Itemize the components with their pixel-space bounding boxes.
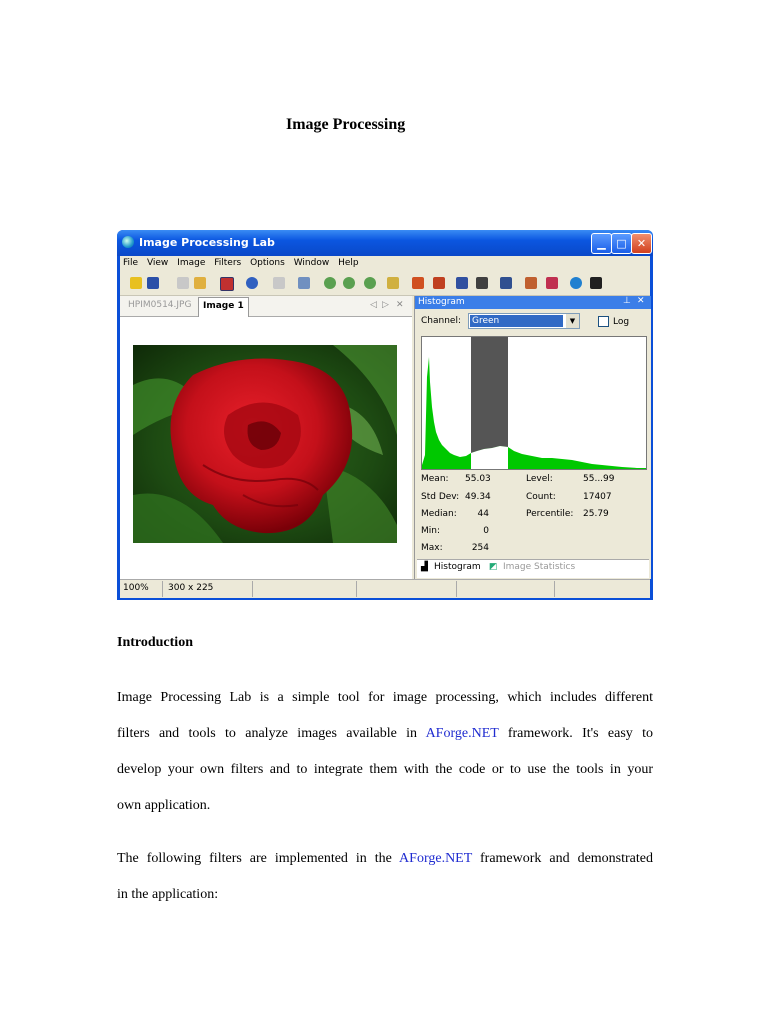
menu-help[interactable]: Help: [338, 258, 359, 268]
save-icon[interactable]: [147, 277, 159, 289]
client-area: [120, 296, 650, 579]
panel-header: [415, 296, 651, 309]
toolbar: [120, 273, 650, 296]
log-label: Log: [613, 317, 630, 327]
stat-label: Median:: [421, 509, 457, 519]
close-tab-icon[interactable]: ✕: [396, 300, 404, 310]
introduction-heading: Introduction: [117, 635, 193, 650]
stat-label: Min:: [421, 526, 441, 536]
stat-value: 49.34: [465, 492, 491, 502]
stat-value: 25.79: [583, 509, 609, 519]
close-button[interactable]: [631, 233, 652, 254]
document-tabs: [120, 296, 412, 317]
status-divider: [356, 581, 357, 597]
menu-bar: [120, 256, 650, 273]
stat-label: Level:: [526, 474, 553, 484]
menu-image[interactable]: Image: [177, 258, 206, 268]
menu-options[interactable]: Options: [250, 258, 285, 268]
stat-label: Count:: [526, 492, 556, 502]
stat-value: 0: [483, 526, 489, 536]
text-segment: framework. It's easy to: [498, 726, 654, 741]
aforge-link[interactable]: AForge.NET: [425, 726, 499, 741]
app-icon: [122, 236, 134, 248]
text-line: [117, 841, 653, 877]
crop-icon[interactable]: [298, 277, 310, 289]
text-line: own application.: [117, 798, 211, 813]
stat-value: 254: [471, 543, 489, 553]
histogram-fill: [422, 357, 646, 469]
image-canvas: [120, 317, 412, 579]
panel-title: Histogram: [418, 297, 465, 307]
open-icon[interactable]: [130, 277, 142, 289]
stat-value: 55.03: [465, 474, 491, 484]
stat-label: Std Dev:: [421, 492, 460, 502]
channel-value: Green: [470, 315, 563, 327]
fit-icon[interactable]: [387, 277, 399, 289]
stat-label: Percentile:: [526, 509, 574, 519]
status-divider: [554, 581, 555, 597]
panel-tabs: [417, 559, 649, 578]
text-segment: filters and tools to analyze images available in: [117, 726, 426, 741]
rose-image: [133, 345, 397, 543]
status-divider: [456, 581, 457, 597]
text-segment: The following filters are implemented in the: [117, 851, 400, 866]
pin-icon[interactable]: ⊥: [623, 296, 631, 306]
move-icon[interactable]: [412, 277, 424, 289]
text-line: Image Processing Lab is a simple tool for image processing, which includes different: [117, 690, 653, 705]
zoom-icon[interactable]: [364, 277, 376, 289]
stat-value: 44: [477, 509, 489, 519]
title-bar[interactable]: [117, 230, 653, 256]
paste-icon[interactable]: [194, 277, 206, 289]
zoom-out-icon[interactable]: [343, 277, 355, 289]
size-status: 300 x 225: [168, 583, 214, 593]
menu-view[interactable]: View: [146, 258, 169, 268]
window-icon[interactable]: [500, 277, 512, 289]
color-icon[interactable]: [546, 277, 558, 289]
text-line: develop your own filters and to integrate them with the code or to use the tools in your: [117, 762, 653, 777]
minimize-icon: ▁: [597, 237, 606, 250]
text-line: in the application:: [117, 887, 219, 902]
histogram-chart[interactable]: [421, 336, 647, 470]
stat-value: 17407: [583, 492, 612, 502]
status-divider: [162, 581, 163, 597]
maximize-icon: □: [616, 237, 627, 250]
log-checkbox[interactable]: [598, 316, 609, 327]
close-icon: ✕: [636, 237, 647, 250]
tab-hpim0514[interactable]: HPIM0514.JPG: [128, 300, 192, 310]
globe-icon[interactable]: [570, 277, 582, 289]
zoom-in-icon[interactable]: [324, 277, 336, 289]
levels-icon[interactable]: [433, 277, 445, 289]
channel-label: Channel:: [421, 316, 461, 326]
tab-image-statistics[interactable]: Image Statistics: [503, 562, 576, 572]
histogram-tab-icon: ▟: [421, 562, 428, 572]
copy-icon[interactable]: [177, 277, 189, 289]
text-line: [117, 716, 653, 752]
stat-label: Max:: [421, 543, 443, 553]
zoom-status: 100%: [123, 583, 149, 593]
scroll-right-icon[interactable]: ▷: [382, 300, 389, 310]
histogram-icon[interactable]: [456, 277, 468, 289]
status-divider: [252, 581, 253, 597]
filter-icon[interactable]: [525, 277, 537, 289]
help-icon[interactable]: [590, 277, 602, 289]
menu-filters[interactable]: Filters: [214, 258, 242, 268]
aforge-link[interactable]: AForge.NET: [399, 851, 473, 866]
stat-label: Mean:: [421, 474, 449, 484]
intro-paragraph: [117, 680, 653, 824]
statistics-icon[interactable]: [476, 277, 488, 289]
window-title: Image Processing Lab: [139, 236, 275, 249]
statistics-tab-icon: ◩: [489, 562, 498, 572]
tab-image-1[interactable]: Image 1: [198, 297, 249, 317]
text-segment: framework and demonstrated: [472, 851, 653, 866]
scroll-left-icon[interactable]: ◁: [370, 300, 377, 310]
menu-file[interactable]: File: [123, 258, 139, 268]
app-window: [117, 230, 653, 600]
status-bar: [120, 579, 650, 598]
document-title: Image Processing: [286, 116, 406, 133]
minimize-button[interactable]: [591, 233, 612, 254]
channel-select[interactable]: [468, 313, 580, 329]
stat-value: 55...99: [583, 474, 615, 484]
image-icon[interactable]: [220, 277, 234, 291]
maximize-button[interactable]: [611, 233, 632, 254]
chevron-down-icon: ▼: [566, 314, 579, 328]
histogram-panel: [414, 296, 651, 579]
menu-window[interactable]: Window: [293, 258, 330, 268]
panel-close-icon[interactable]: ✕: [637, 296, 645, 306]
filters-paragraph: [117, 841, 653, 913]
clone-icon[interactable]: [273, 277, 285, 289]
info-icon[interactable]: [246, 277, 258, 289]
tab-histogram[interactable]: Histogram: [434, 562, 481, 572]
